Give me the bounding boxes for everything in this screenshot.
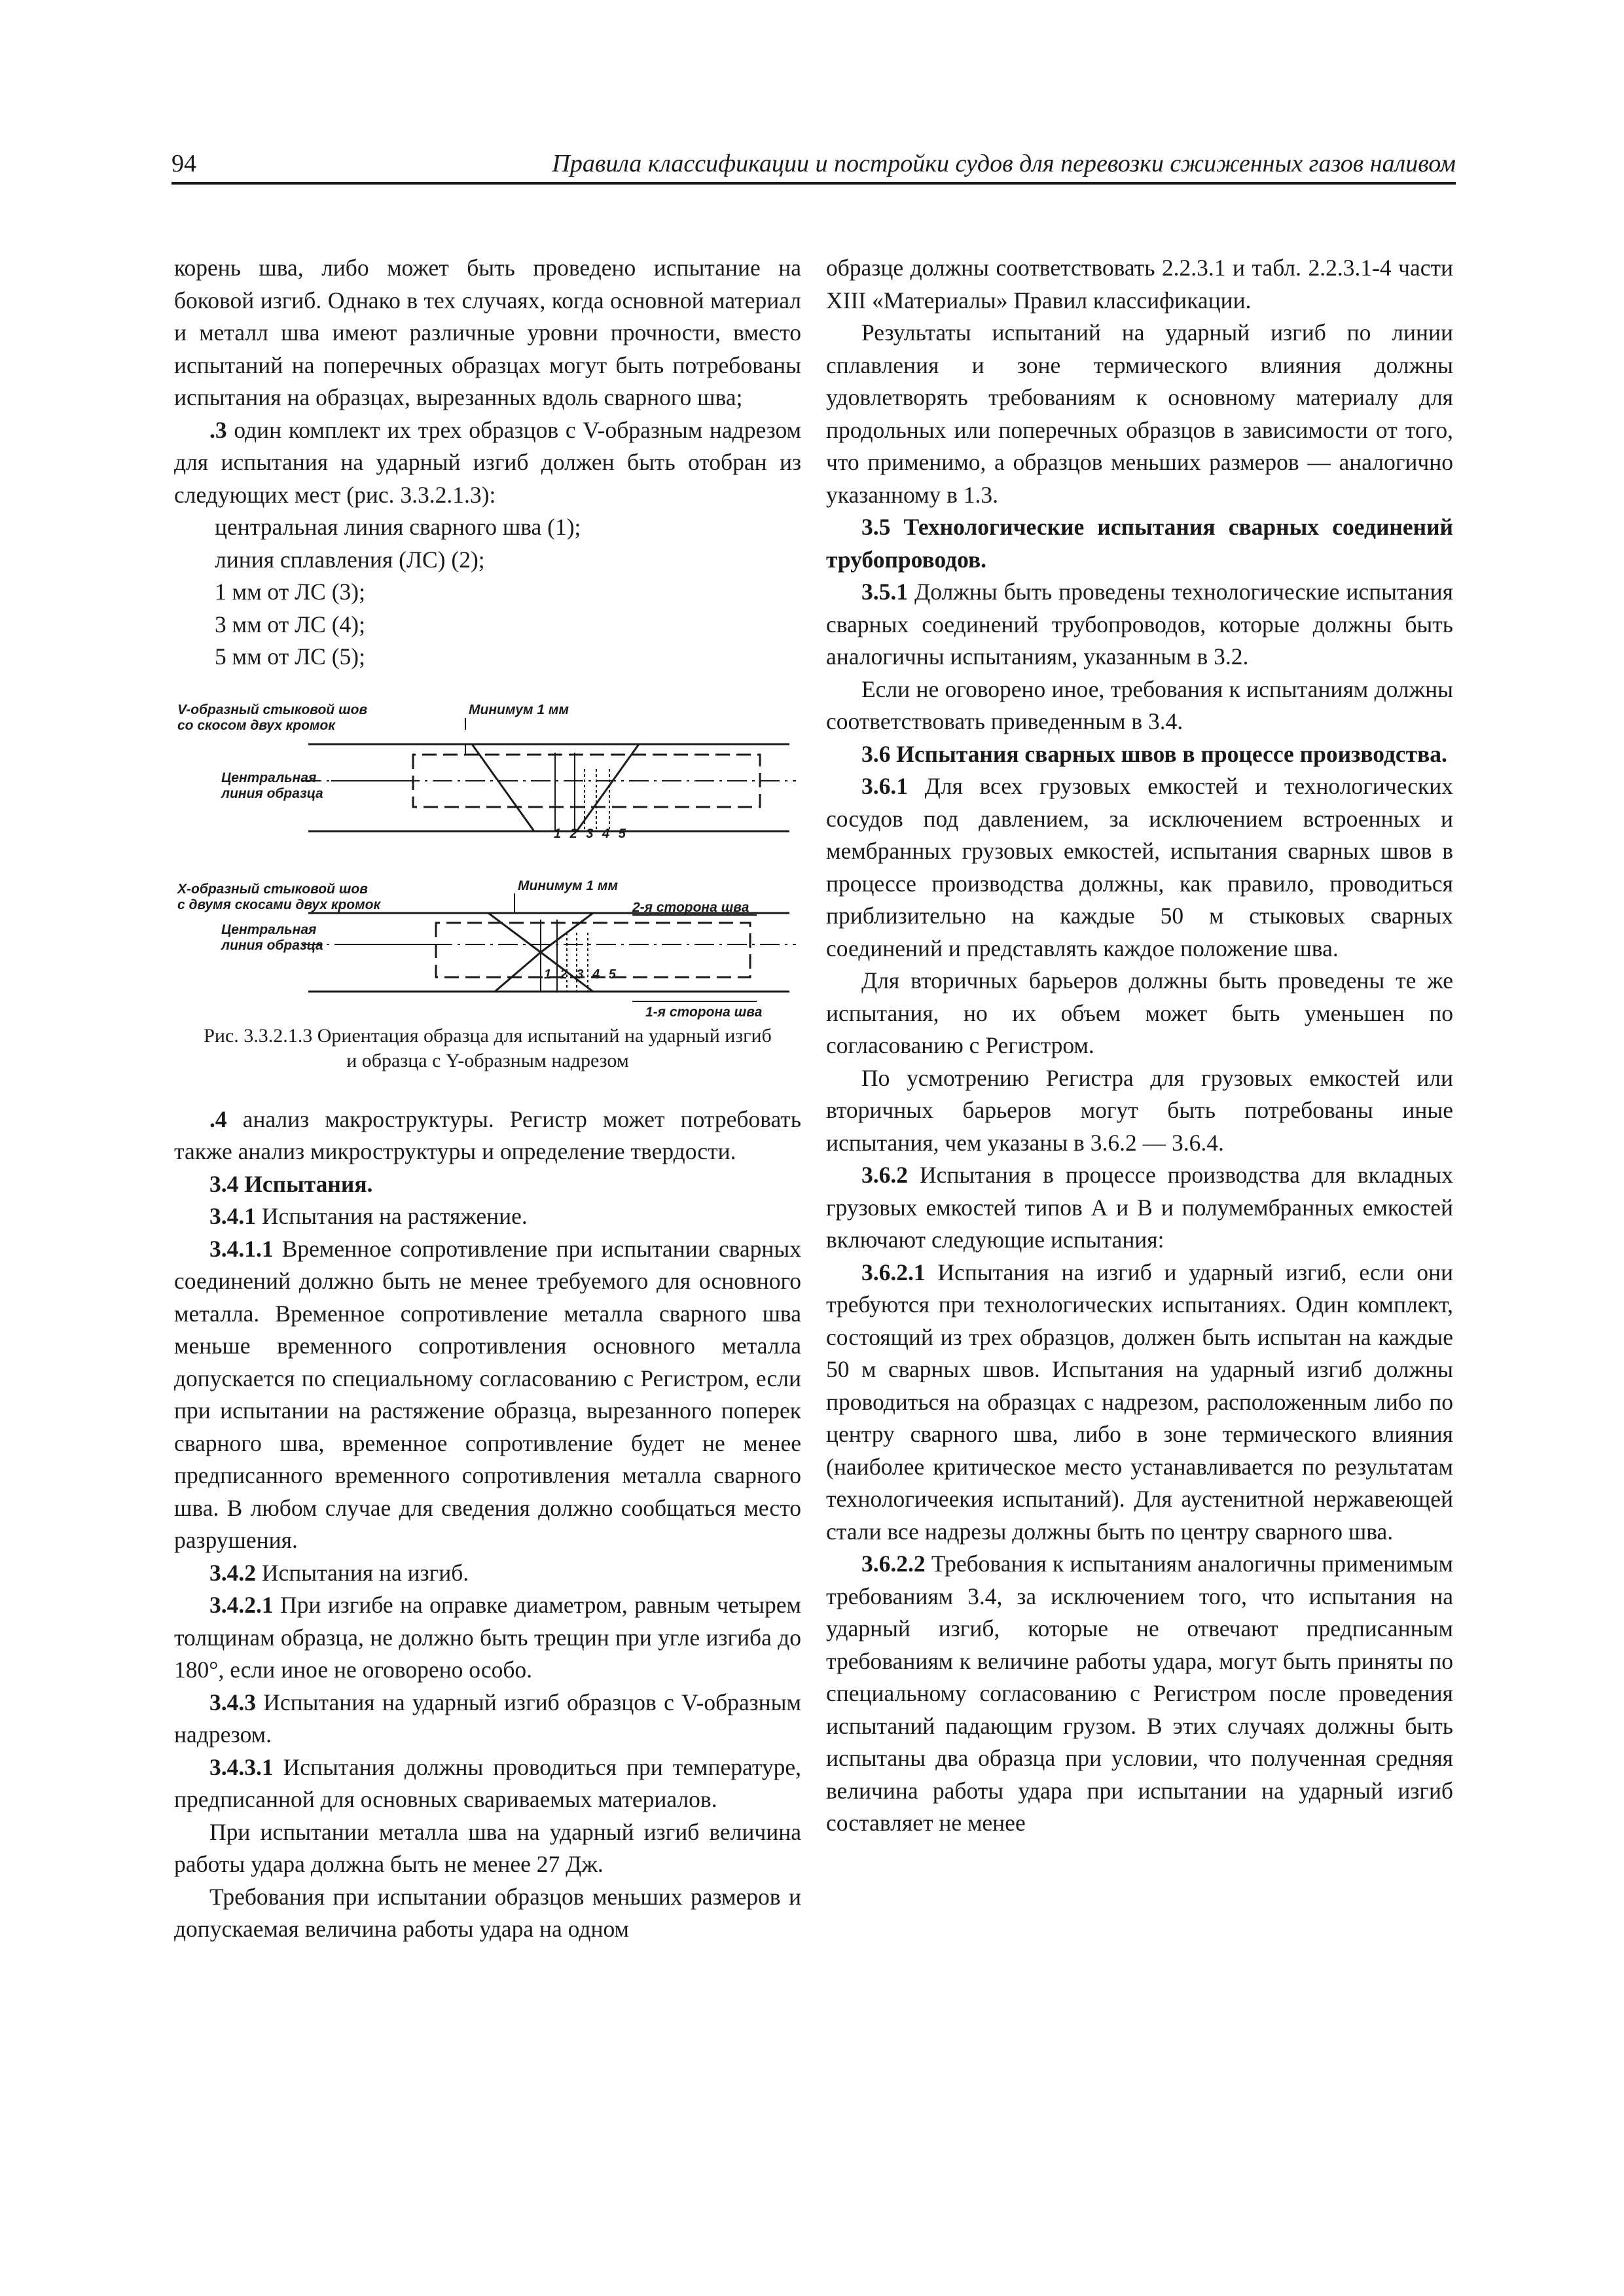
- list-item: 5 мм от ЛС (5);: [215, 643, 365, 670]
- clause-text: Испытания на изгиб.: [256, 1559, 469, 1586]
- x-groove-lower-left: [495, 952, 541, 992]
- paragraph: [174, 1589, 801, 1687]
- list-item: центральная линия сварного шва (1);: [215, 514, 581, 540]
- clause-number: 3.4.2: [209, 1559, 256, 1586]
- item-text: анализ макроструктуры. Регистр может потребовать также анализ микроструктуры и определение твердости.: [174, 1105, 801, 1164]
- bottom-centerline-label-2: линия образца: [221, 937, 323, 953]
- bottom-positions: 1 2 3 4 5: [544, 967, 619, 982]
- bottom-side1-label: 1-я сторона шва: [645, 1004, 763, 1020]
- caption-line-1: Рис. 3.3.2.1.3 Ориентация образца для испытаний на ударный изгиб: [204, 1024, 772, 1047]
- paragraph: [174, 414, 801, 512]
- paragraph: Для вторичных барьеров должны быть проведены те же испытания, но их объем может быть уменьшен по согласованию с Регистром.: [826, 967, 1453, 1058]
- page-number: 94: [171, 150, 196, 177]
- top-centerline-label-2: линия образца: [221, 785, 323, 801]
- bottom-weld-label-1: X-образный стыковой шов: [177, 881, 368, 897]
- paragraph: [174, 1751, 801, 1816]
- x-groove-upper-left: [488, 913, 541, 952]
- bottom-centerline-label-1: Центральная: [221, 922, 317, 937]
- page-header: [171, 149, 1456, 185]
- paragraph: [174, 1687, 801, 1751]
- top-centerline-label-1: Центральная: [221, 770, 317, 785]
- paragraph: [826, 770, 1453, 965]
- paragraph: образце должны соответствовать 2.2.3.1 и табл. 2.2.3.1-4 части XIII «Материалы» Правил классификации.: [826, 255, 1453, 314]
- list-item: линия сплавления (ЛС) (2);: [215, 546, 485, 573]
- section-heading: 3.5 Технологические испытания сварных соединений трубопроводов.: [826, 514, 1453, 573]
- paragraph: При испытании металла шва на ударный изгиб величина работы удара должна быть не менее 27 Дж.: [174, 1818, 801, 1877]
- paragraph: Если не оговорено иное, требования к испытаниям должны соответствовать приведенным в 3.4.: [826, 675, 1453, 734]
- clause-number: 3.4.1.1: [209, 1235, 274, 1262]
- weld-diagram: [174, 691, 801, 1021]
- weld-specimen-figure: [174, 691, 801, 1021]
- clause-number: 3.6.1: [861, 773, 908, 799]
- section-heading: 3.6 Испытания сварных швов в процессе производства.: [861, 740, 1447, 767]
- figure-caption: [174, 1024, 801, 1073]
- item-text: один комплект их трех образцов с V-образным надрезом для испытания на ударный изгиб должен быть отобран из следующих мест (рис. 3.3.2.1.3):: [174, 416, 801, 508]
- paragraph: корень шва, либо может быть проведено испытание на боковой изгиб. Однако в тех случаях, когда основной материал и металл шва имеют различные уровни прочности, вместо испытаний на поперечных образцах могут быть потребованы испытания на образцах, вырезанных вдоль сварного шва;: [174, 255, 801, 410]
- clause-number: 3.4.1: [209, 1203, 256, 1229]
- list-item: 1 мм от ЛС (3);: [215, 579, 365, 605]
- clause-text: Должны быть проведены технологические испытания сварных соединений трубопроводов, которые должны быть аналогичны испытаниям, указанным в 3.2.: [826, 579, 1453, 670]
- clause-number: 3.6.2: [861, 1162, 908, 1188]
- item-number: .4: [209, 1105, 227, 1132]
- v-groove-left: [472, 744, 534, 831]
- top-positions: 1 2 3 4 5: [554, 826, 628, 841]
- clause-number: 3.6.2.1: [861, 1259, 926, 1285]
- paragraph: [826, 576, 1453, 673]
- item-number: .3: [209, 416, 227, 443]
- clause-number: 3.5.1: [861, 579, 908, 605]
- paragraph: [826, 1257, 1453, 1549]
- top-weld-label-1: V-образный стыковой шов: [177, 702, 368, 717]
- right-column: [826, 252, 1453, 1840]
- clause-text: Испытания на изгиб и ударный изгиб, если они требуются при технологических испытаниях. Один комплект, состоящий из трех образцов, должен быть испытан на каждые 50 м сварных швов. Испытания на ударный изгиб должны проводиться на образцах с надрезом, расположенным либо по центру сварного шва, либо в зоне термического влияния (наиболее критическое место устанавливается по результатам технологичеекия испытаний). Для аустенитной нержавеющей стали все надрезы должны быть по центру сварного шва.: [826, 1259, 1453, 1545]
- paragraph: [174, 1103, 801, 1168]
- paragraph: [174, 1200, 801, 1233]
- clause-number: 3.4.2.1: [209, 1592, 274, 1618]
- top-weld-label-2: со скосом двух кромок: [177, 717, 335, 733]
- left-column: [174, 252, 801, 1946]
- paragraph: [174, 1557, 801, 1590]
- clause-text: Испытания должны проводиться при температуре, предписанной для основных свариваемых материалов.: [174, 1753, 801, 1812]
- clause-number: 3.4.3.1: [209, 1753, 274, 1780]
- clause-number: 3.6.2.2: [861, 1551, 926, 1577]
- bottom-side2-label: 2-я сторона шва: [632, 899, 749, 915]
- top-min-label: Минимум 1 мм: [469, 702, 569, 717]
- clause-text: Временное сопротивление при испытании сварных соединений должно быть не менее требуемого для основного металла. Временное сопротивление металла сварного шва меньше временного сопротивления основного металла допускается по специальному согласованию с Регистром, если при испытании на растяжение образца, вырезанного поперек сварного шва, временное сопротивление будет не менее предписанного временного сопротивления металла сварного шва. В любом случае для сведения должно сообщаться место разрушения.: [174, 1235, 801, 1553]
- running-title: Правила классификации и постройки судов для перевозки сжиженных газов наливом: [552, 150, 1456, 177]
- paragraph: [826, 1548, 1453, 1840]
- clause-text: Испытания в процессе производства для вкладных грузовых емкостей типов А и В и полумембранных емкостей включают следующие испытания:: [826, 1162, 1453, 1253]
- paragraph: Результаты испытаний на ударный изгиб по линии сплавления и зоне термического влияния должны удовлетворять требованиям к основному материалу для продольных или поперечных образцов в зависимости от того, что применимо, а образцов меньших размеров — аналогично указанному в 1.3.: [826, 319, 1453, 508]
- paragraph: Требования при испытании образцов меньших размеров и допускаемая величина работы удара на одном: [174, 1883, 801, 1942]
- clause-number: 3.4.3: [209, 1689, 256, 1715]
- v-groove-right: [577, 744, 639, 831]
- section-heading: 3.4 Испытания.: [209, 1170, 373, 1197]
- clause-text: Испытания на ударный изгиб образцов с V-образным надрезом.: [174, 1689, 801, 1748]
- list-item: 3 мм от ЛС (4);: [215, 611, 365, 637]
- clause-text: При изгибе на оправке диаметром, равным четырем толщинам образца, не должно быть трещин при угле изгиба до 180°, если иное не оговорено особо.: [174, 1592, 801, 1683]
- clause-text: Для всех грузовых емкостей и технологических сосудов под давлением, за исключением встроенных и мембранных грузовых емкостей, испытания сварных швов в процессе производства должны, как правило, проводиться приблизительно на каждые 50 м стыковых сварных соединений и представлять каждое положение шва.: [826, 773, 1453, 961]
- paragraph: [174, 1233, 801, 1557]
- bottom-min-label: Минимум 1 мм: [518, 878, 618, 893]
- paragraph: По усмотрению Регистра для грузовых емкостей или вторичных барьеров могут быть потребованы иные испытания, чем указаны в 3.6.2 — 3.6.4.: [826, 1064, 1453, 1156]
- paragraph: [826, 1159, 1453, 1257]
- clause-text: Требования к испытаниям аналогичны применимым требованиям 3.4, за исключением того, что испытания на ударный изгиб, которые не отвечают предписанным требованиям к величине работы удара, могут быть приняты по специальному согласованию с Регистром после проведения испытаний падающим грузом. В этих случаях должны быть испытаны два образца при условии, что полученная средняя величина работы удара при испытании на ударный изгиб составляет не менее: [826, 1551, 1453, 1836]
- caption-line-2: и образца с Y-образным надрезом: [346, 1049, 629, 1071]
- clause-text: Испытания на растяжение.: [256, 1203, 528, 1229]
- bottom-weld-label-2: с двумя скосами двух кромок: [177, 897, 381, 912]
